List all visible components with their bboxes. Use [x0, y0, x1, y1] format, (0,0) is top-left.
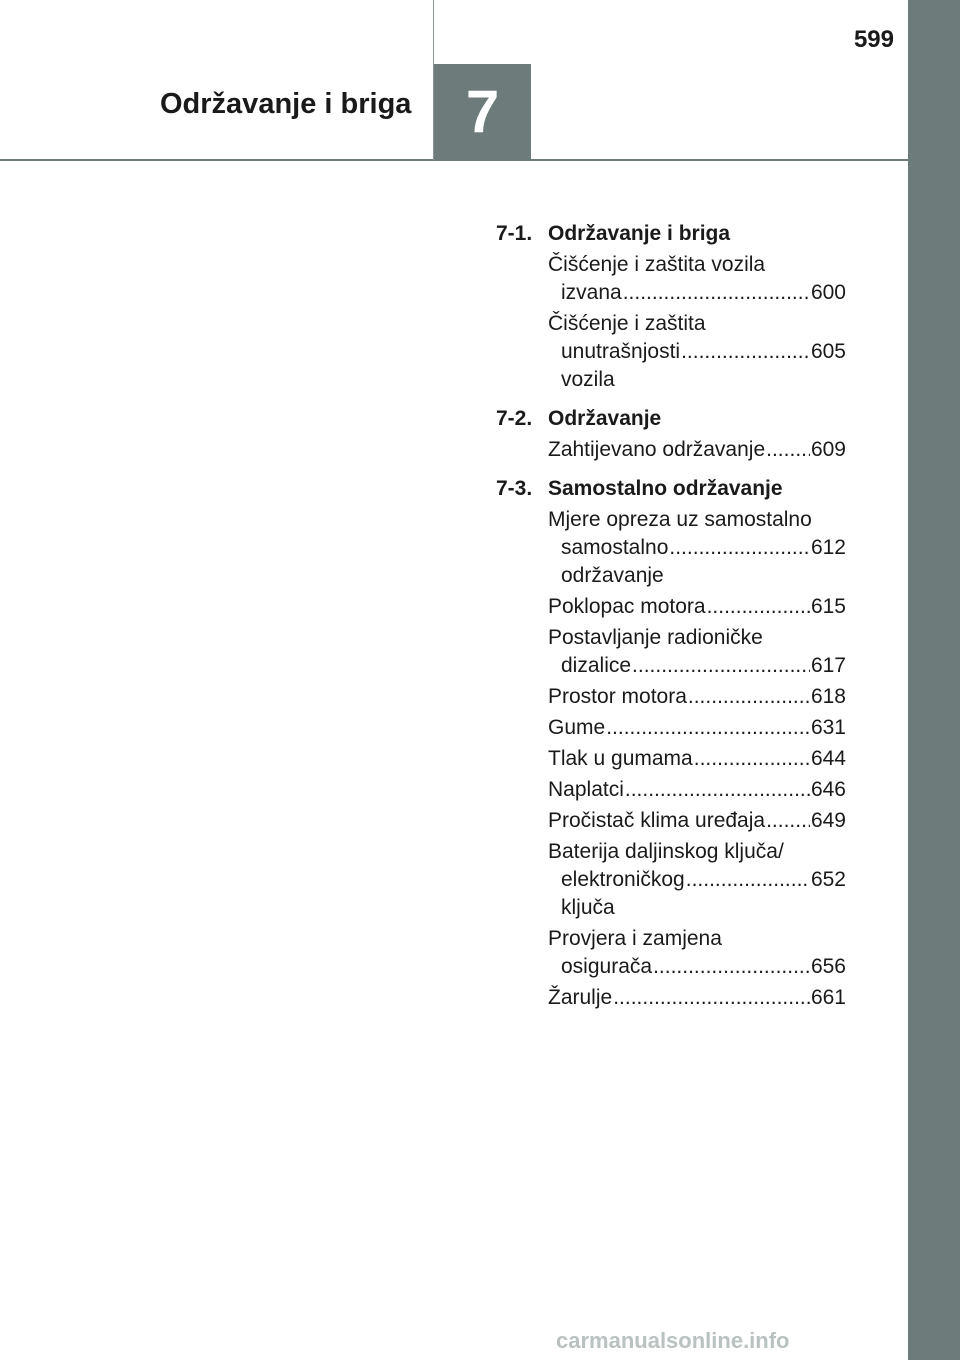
toc-dot-leader [686, 866, 810, 894]
toc-entry[interactable] [548, 310, 846, 394]
toc-entry-text: osigurača [561, 955, 653, 978]
toc-entry[interactable] [548, 984, 846, 1012]
toc-section-title: Održavanje i briga [548, 222, 731, 245]
toc-entry-text: Čišćenje i zaštita vozila [548, 253, 766, 276]
toc-page-number: 612 [810, 536, 846, 559]
toc-section-heading [496, 220, 846, 248]
toc-dot-leader [688, 683, 810, 711]
toc-entry[interactable] [548, 506, 846, 590]
toc-entry[interactable] [548, 838, 846, 922]
toc-page-number: 609 [810, 438, 846, 461]
toc-section-title: Održavanje [548, 407, 662, 430]
toc-entry-text: Čišćenje i zaštita [548, 312, 706, 335]
toc-dot-leader [681, 338, 810, 366]
toc-entry[interactable] [548, 624, 846, 680]
toc-entry-text: unutrašnjosti vozila [561, 340, 681, 391]
page-number: 599 [853, 26, 894, 53]
toc-page-number: 600 [810, 281, 846, 304]
chapter-title: Održavanje i briga [160, 88, 412, 120]
toc-entry-text: Mjere opreza uz samostalno [548, 508, 812, 531]
toc-entry-text: dizalice [561, 654, 632, 677]
toc-page-number: 631 [810, 716, 846, 739]
toc-entry[interactable] [548, 714, 846, 742]
toc-page-number: 661 [810, 986, 846, 1009]
toc-page-number: 618 [810, 685, 846, 708]
table-of-contents [496, 220, 846, 1012]
toc-page-number: 652 [810, 868, 846, 891]
toc-page-number: 644 [810, 747, 846, 770]
toc-entry-text: Tlak u gumama [548, 747, 693, 770]
toc-dot-leader [623, 279, 810, 307]
toc-section-title: Samostalno održavanje [548, 477, 783, 500]
toc-entry-text: Poklopac motora [548, 595, 706, 618]
toc-entry-text: Naplatci [548, 778, 624, 801]
toc-entry[interactable] [548, 745, 846, 773]
toc-section-number: 7-3. [496, 477, 533, 500]
toc-dot-leader [766, 807, 810, 835]
toc-dot-leader [606, 714, 810, 742]
toc-page-number: 605 [810, 340, 846, 363]
toc-dot-leader [707, 593, 810, 621]
toc-entry-text: Zahtijevano održavanje [548, 438, 766, 461]
toc-dot-leader [613, 984, 810, 1012]
toc-entry-text: Gume [548, 716, 606, 739]
toc-entry[interactable] [548, 925, 846, 981]
toc-section-heading [496, 475, 846, 503]
toc-entry-text: izvana [561, 281, 622, 304]
toc-page-number: 617 [810, 654, 846, 677]
toc-entry-text: elektroničkog ključa [561, 868, 685, 919]
toc-dot-leader [694, 745, 810, 773]
toc-entry[interactable] [548, 776, 846, 804]
chapter-number-box [434, 64, 531, 160]
toc-dot-leader [669, 534, 810, 562]
toc-entry-text: samostalno održavanje [561, 536, 669, 587]
toc-entry[interactable] [548, 807, 846, 835]
toc-entry[interactable] [548, 251, 846, 307]
toc-dot-leader [625, 776, 810, 804]
chapter-side-tab [908, 0, 960, 1360]
toc-entry-text: Provjera i zamjena [548, 927, 722, 950]
toc-entry-text: Postavljanje radioničke [548, 626, 763, 649]
toc-entry[interactable] [548, 593, 846, 621]
toc-page-number: 649 [810, 809, 846, 832]
toc-entry-text: Prostor motora [548, 685, 687, 708]
toc-dot-leader [653, 953, 810, 981]
toc-entry-text: Pročistač klima uređaja [548, 809, 766, 832]
toc-section-number: 7-1. [496, 222, 533, 245]
toc-entry[interactable] [548, 683, 846, 711]
toc-dot-leader [632, 652, 810, 680]
toc-dot-leader [766, 436, 810, 464]
toc-section-number: 7-2. [496, 407, 533, 430]
toc-page-number: 646 [810, 778, 846, 801]
toc-page-number: 615 [810, 595, 846, 618]
toc-page-number: 656 [810, 955, 846, 978]
toc-section-heading [496, 405, 846, 433]
chapter-number: 7 [465, 78, 500, 145]
toc-entry-text: Žarulje [548, 986, 613, 1009]
watermark: carmanualsonline.info [556, 1328, 790, 1353]
toc-entry[interactable] [548, 436, 846, 464]
toc-entry-text: Baterija daljinskog ključa/ [548, 840, 784, 863]
